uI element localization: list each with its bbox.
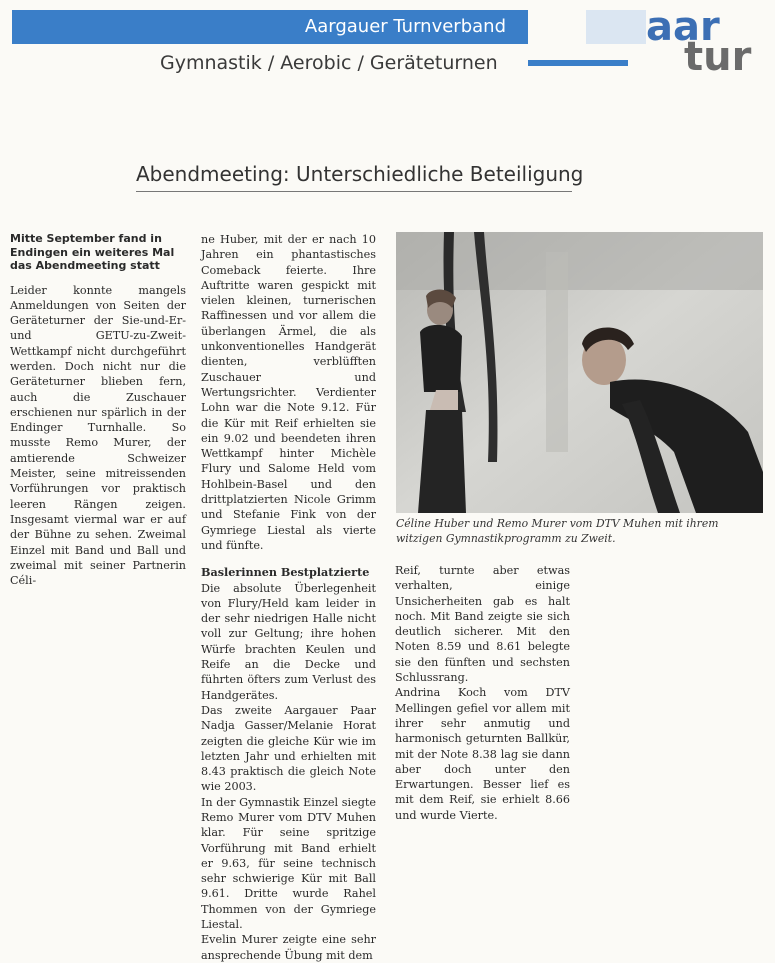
article-headline: Abendmeeting: Unterschiedliche Beteiligung <box>136 162 584 186</box>
article-column-3 <box>395 563 570 823</box>
column-3-paragraph-1: Reif, turnte aber etwas verhalten, einige Unsicherheiten gab es halt noch. Mit Band zeigte sie sich deutlich sicherer. Mit den Noten 8.59 und 8.61 belegte sie den fünften und sechsten Schlussrang. <box>395 564 570 685</box>
article-lead: Mitte September fand in Endingen ein weiteres Mal das Abendmeeting statt <box>10 232 175 272</box>
column-2-paragraph-5: Evelin Murer zeigte eine sehr ansprechende Übung mit dem <box>201 933 376 962</box>
column-2-paragraph-4: In der Gymnastik Einzel siegte Remo Murer vom DTV Muhen klar. Für seine spritzige Vorführung mit Band erhielt er 9.63, für seine technisch sehr schwierige Kür mit Ball 9.61. Dritte wurde Rahel Thommen von der Gymriege Liestal. <box>201 795 376 932</box>
article-subheading: Baslerinnen Bestplatzierte <box>201 565 370 580</box>
article-column-2 <box>201 232 376 963</box>
article-column-1 <box>10 232 186 588</box>
column-3-paragraph-2: Andrina Koch vom DTV Mellingen gefiel vor allem mit ihrer sehr anmutig und harmonisch geturnten Ballkür, mit der Note 8.38 lag sie dann aber doch unter den Erwartungen. Besser lief es mit dem Reif, sie erhielt 8.66 und wurde Vierte. <box>395 686 570 822</box>
photo-caption: Céline Huber und Remo Murer vom DTV Muhen mit ihrem witzigen Gymnastikprogramm zu Zweit. <box>396 517 719 545</box>
org-banner <box>12 10 528 44</box>
column-2-paragraph-3: Das zweite Aargauer Paar Nadja Gasser/Melanie Horat zeigten die gleiche Kür wie im letzten Jahr und erhielten mit 8.43 praktisch die gleich Note wie 2003. <box>201 703 376 794</box>
article-photo <box>396 232 763 513</box>
logo-text-bottom: tur <box>684 34 752 78</box>
aartur-logo <box>644 4 770 78</box>
photo-gymnasts <box>396 232 763 513</box>
column-1-text: Leider konnte mangels Anmeldungen von Seiten der Geräteturner der Sie-und-Er- und GETU-zu-Zweit-Wettkampf nicht durchgeführt werden. Doch nicht nur die Geräteturner blieben fern, auch die Zuschauer erschienen nur spärlich in der Endinger Turnhalle. So musste Remo Murer, der amtierende Schweizer Meister, seine mitreissenden Vorführungen vor praktisch leeren Rängen zeigen. Insgesamt viermal war er auf der Bühne zu sehen. Zweimal Einzel mit Band und Ball und zweimal mit seiner Partnerin Céli- <box>10 283 186 588</box>
org-name: Aargauer Turnverband <box>304 16 506 37</box>
banner-accent <box>586 10 646 44</box>
column-2-paragraph-1: ne Huber, mit der er nach 10 Jahren ein phantastisches Comeback feierte. Ihre Auftritte waren gespickt mit vielen kleinen, turnerischen Raffinessen und vor allem die überlangen Ärmel, die als unkonventionelles Handgerät dienten, verblüfften Zuschauer und Wertungsrichter. Verdienter Lohn war die Note 9.12. Für die Kür mit Reif erhielten sie ein 9.02 und beendeten ihren Wettkampf hinter Michèle Flury und Salome Held vom Hohlbein-Basel und den drittplatzierten Nicole Grimm und Stefanie Fink von der Gymriege Liestal als vierte und fünfte. <box>201 233 376 552</box>
section-rule <box>528 60 628 66</box>
column-2-paragraph-2: Die absolute Überlegenheit von Flury/Held kam leider in der sehr niedrigen Halle nicht voll zur Geltung; ihre hohen Würfe brachten Keulen und Reife an die Decke und führten öfters zum Verlust des Handgerätes. <box>201 581 376 702</box>
section-title: Gymnastik / Aerobic / Geräteturnen <box>160 52 498 74</box>
headline-divider <box>136 191 572 192</box>
logo-text-top: aar <box>646 4 720 50</box>
